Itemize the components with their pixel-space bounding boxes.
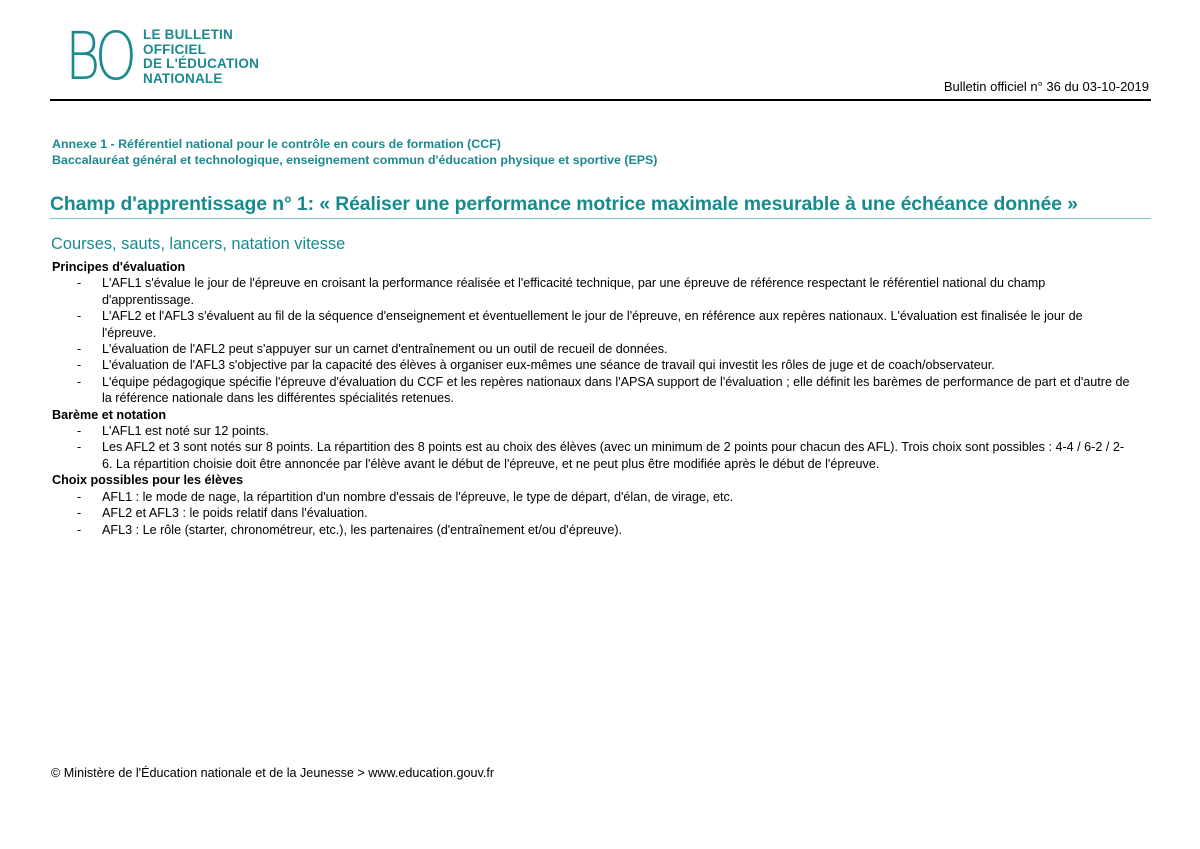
logo-mark: BO: [65, 18, 133, 95]
section-title: Barème et notation: [52, 407, 167, 422]
list-item: [52, 374, 1132, 407]
dash-bullet: -: [77, 358, 82, 373]
dash-bullet: -: [77, 506, 82, 521]
list-item: [52, 357, 1132, 373]
section-list: [52, 423, 1132, 472]
list-item-text: AFL2 et AFL3 : le poids relatif dans l'évaluation.: [102, 506, 368, 521]
list-item-text: AFL3 : Le rôle (starter, chronométreur, etc.), les partenaires (d'entraînement et/ou d'épreuve).: [102, 522, 623, 537]
list-item: [52, 505, 1132, 521]
list-item: [52, 489, 1132, 505]
header-divider: [50, 99, 1151, 101]
document-body: [52, 259, 1132, 538]
list-item: [52, 423, 1132, 439]
logo-line: LE BULLETIN: [143, 27, 233, 42]
list-item: [52, 308, 1132, 341]
dash-bullet: -: [77, 522, 82, 537]
section-list: [52, 275, 1132, 406]
list-item-text: L'AFL2 et l'AFL3 s'évaluent au fil de la séquence d'enseignement et éventuellement le jour de l'épreuve, en référence aux repères nationaux. L'évaluation est finalisée le jour de l'épreuve.: [102, 309, 1083, 340]
list-item: [52, 439, 1132, 472]
annex-line-2: Baccalauréat général et technologique, enseignement commun d'éducation physique et sportive (EPS): [52, 153, 658, 167]
list-item-text: L'évaluation de l'AFL3 s'objective par la capacité des élèves à organiser eux-mêmes une séance de travail qui investit les rôles de juge et de coach/observateur.: [102, 358, 995, 373]
dash-bullet: -: [77, 489, 82, 504]
list-item: [52, 275, 1132, 308]
dash-bullet: -: [77, 424, 82, 439]
annex-line-1: Annexe 1 - Référentiel national pour le contrôle en cours de formation (CCF): [52, 137, 501, 151]
list-item-text: L'AFL1 est noté sur 12 points.: [102, 424, 269, 439]
list-item-text: L'équipe pédagogique spécifie l'épreuve d'évaluation du CCF et les repères nationaux dans l'APSA support de l'évaluation ; elle définit les barèmes de performance de part et d'autre de la référence nationale dans les différentes spécialités retenues.: [102, 374, 1130, 406]
logo-line: NATIONALE: [143, 70, 223, 86]
list-item-text: Les AFL2 et 3 sont notés sur 8 points. La répartition des 8 points est au choix des élèves (avec un minimum de 2 points pour chacun des AFL). Trois choix sont possibles : 4-4 / 6-2 / 2-6. La répartition choisie doit être annoncée par l'élève avant le début de l'épreuve, et ne peut plus être modifiée après le début de l'épreuve.: [102, 440, 1125, 471]
dash-bullet: -: [77, 440, 82, 455]
footer-copyright: © Ministère de l'Éducation nationale et de la Jeunesse > www.education.gouv.fr: [51, 766, 495, 780]
list-item-text: L'évaluation de l'AFL2 peut s'appuyer sur un carnet d'entraînement ou un outil de recueil de données.: [102, 342, 668, 357]
section-title: Choix possibles pour les élèves: [52, 473, 244, 488]
list-item: [52, 341, 1132, 357]
champ-divider: [50, 218, 1151, 219]
section-list: [52, 489, 1132, 538]
dash-bullet: -: [77, 342, 82, 357]
logo-line: DE L'ÉDUCATION: [143, 56, 260, 72]
dash-bullet: -: [77, 309, 82, 324]
dash-bullet: -: [77, 276, 82, 291]
bo-logo: [65, 18, 260, 95]
subtitle: Courses, sauts, lancers, natation vitesse: [51, 235, 346, 253]
annex-heading: [52, 136, 657, 168]
list-item-text: L'AFL1 s'évalue le jour de l'épreuve en croisant la performance réalisée et l'efficacité technique, par une épreuve de référence respectant le référentiel national du champ d'apprentissage.: [102, 276, 1046, 307]
dash-bullet: -: [77, 374, 82, 389]
list-item: [52, 522, 1132, 538]
section-title: Principes d'évaluation: [52, 260, 186, 274]
list-item-text: AFL1 : le mode de nage, la répartition d'un nombre d'essais de l'épreuve, le type de départ, d'élan, de virage, etc.: [102, 489, 734, 504]
champ-title: Champ d'apprentissage n° 1: « Réaliser une performance motrice maximale mesurable à une échéance donnée »: [50, 193, 1078, 215]
bulletin-reference: Bulletin officiel n° 36 du 03-10-2019: [943, 79, 1149, 94]
logo-line: OFFICIEL: [143, 41, 207, 57]
logo-text: [143, 28, 259, 86]
